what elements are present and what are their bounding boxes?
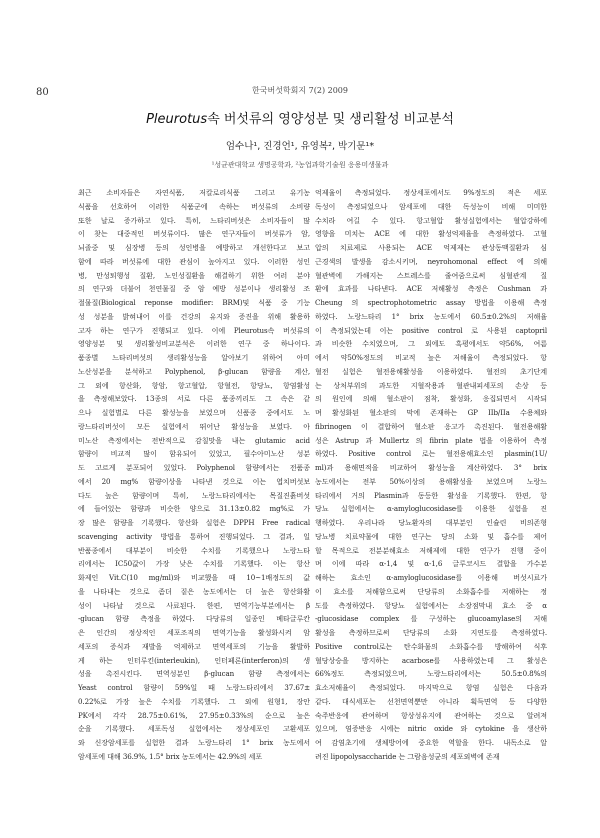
text-line: Yeast control 함량이 59%일 때 노랑느타리에서 37.67± [78, 683, 310, 692]
text-line: 영양성분 및 생리활성비교분석은 이러한 연구 중 하나이다. [78, 339, 310, 349]
text-line: 암세포에 대해 36.9%, 1.5° brix 농도에서는 42.9%의 세포 [78, 751, 263, 761]
text-line: 도를 측정하였다. 항당뇨 실험에서는 소장점막내 효소 중 α [315, 600, 547, 610]
text-line: Positive control로는 탄수화물의 소화흡수를 방해하여 식후 [315, 641, 547, 651]
text-line: 병, 만성퇴행성 질환, 노인성질환을 해결하기 위한 여러 분야 [78, 270, 310, 280]
text-line: 성은 Astrup 과 Mullertz 의 fibrin plate 법을 이용하여 측정 [315, 435, 547, 445]
text-line: 이 효소를 저해함으로써 단당류의 소화흡수를 저해하는 정 [315, 586, 547, 596]
text-line: 는 상처부위의 과도한 지혈작용과 혈관내피세포의 손상 등 [315, 380, 547, 390]
text-line: 순을 기록했다. 세포독성 실험에서는 정상세포인 고환세포 [78, 724, 310, 734]
text-line: 세포의 증식과 재발을 억제하고 면역세포의 기능을 활발하 [78, 641, 310, 651]
text-line: 게 하는 인터루킨(interleukin), 인터페론(interferon)의 생 [78, 655, 310, 665]
text-line: 함량이 비교적 많이 함유되어 있었고, 필수아미노산 성분 [78, 449, 310, 459]
text-line: ml)과 용해면적을 비교하여 활성능을 계산하였다. 3° brix [315, 463, 547, 472]
text-line: 66%정도 측정되었으며, 노랑느타리에서는 50.5±0.8%의 [315, 669, 547, 679]
text-line: 당뇨 실험에서는 α-amyloglucosidase를 이용한 실험을 진 [315, 504, 547, 514]
text-line: 혈당상승을 방지하는 acarbose를 사용하였는데 그 활성은 [315, 655, 547, 665]
text-line: fibrinogen 이 결합하여 혈소판 응고가 촉진된다. 혈전용해활 [315, 421, 547, 431]
text-line: 숙주반응에 관여하며 항상성유지에 관여하는 것으로 알려져 [315, 710, 547, 720]
text-line: 반품종에서 대부분이 비슷한 수치를 기록했으나 노랑느타 [78, 545, 310, 555]
text-line: 와 신장암세포를 실험한 결과 노랑느타리 1° brix 농도에서 [78, 738, 310, 747]
text-line: 고자 하는 연구가 진행되고 있다. 이에 Pleurotus속 버섯류의 [78, 325, 310, 335]
text-line: 으나 실험별로 다른 활성능을 보였으며 신품종 중에서도 노 [78, 408, 310, 417]
text-line: 의 원인에 의해 혈소판이 점착, 활성화, 응집되면서 시작되 [315, 394, 547, 404]
text-line: 다도 높은 함량이며 특히, 노랑느타리에서는 목질진흙버섯 [78, 490, 310, 500]
article-title [0, 108, 600, 127]
title-genus: Pleurotus [146, 112, 208, 127]
text-line: 농도에서는 전부 50%이상의 용해활성을 보였으며 노랑느 [315, 476, 547, 486]
text-line: 성 성분을 밝혀내어 이를 건강의 유지와 증진을 위해 활용하 [78, 311, 310, 321]
text-line: 혈관벽에 가해지는 스트레스를 줄여줌으로써 심혈관계 질 [315, 270, 547, 280]
text-line: 노산성분을 분석하고 Polyphenol, β-glucan 함량을 계산, [78, 366, 310, 376]
text-line: 있으며, 염증반응 시에는 nitric oxide 와 cytokine 을 생산하 [315, 724, 547, 734]
text-line: 을 측정해보았다. 13종의 서로 다른 품종끼리도 그 속은 같 [78, 394, 310, 404]
text-line: 며 활성화된 혈소판의 막에 존재하는 GP IIb/IIa 수용체와 [315, 408, 547, 417]
text-line: 리에서는 IC50값이 가장 낮은 수치를 기록했다. 이는 항산 [78, 559, 310, 569]
text-line: 식품을 선호하여 이러한 식품군에 속하는 버섯류의 소비량 [78, 201, 310, 211]
text-line: 함에 따라 버섯류에 대한 관심이 높아지고 있다. 이러한 성인 [78, 256, 310, 266]
text-line: 을 나타내는 것으로 좀더 짙은 농도에서는 더 높은 항산화활 [78, 586, 310, 596]
journal-header: 한국버섯학회지 7(2) 2009 [252, 86, 348, 95]
text-line: -glucan 함량 측정을 하였다. 다당류의 일종인 베타글루칸 [78, 614, 310, 624]
text-line: 행하였다. 우리나라 당뇨환자의 대부분인 인슐린 비의존형 [315, 518, 547, 527]
text-line: 의 연구와 더불어 천연물질 중 암 예방 성분이나 생리활성 조 [78, 284, 310, 294]
text-line: 또한 날로 증가하고 있다. 특히, 느타리버섯은 소비자들이 많 [78, 215, 310, 225]
text-line: 화제인 Vit.C(10 mg/ml)와 비교했을 때 10~1배정도의 값 [78, 573, 310, 582]
text-line: 해하는 효소인 α-amyloglucosidase를 이용해 버섯시료가 [315, 573, 547, 582]
text-line: Cheung 의 spectrophotometric assay 방법을 이용해 측정 [315, 298, 547, 307]
text-line: 여 감염초기에 생체방어에 중요한 역할을 한다. 내독소로 알 [315, 738, 547, 747]
authors: 엄수나¹, 진경언¹, 유영복², 박기문¹* [225, 141, 375, 152]
text-line: 은 인간의 정상적인 세포조직의 면역기능을 활성화시켜 암 [78, 628, 310, 637]
text-line: 당뇨병 치료약물에 대한 연구는 당의 소화 및 흡수를 제어 [315, 531, 547, 541]
text-line: scavenging activity 방법을 통하여 진행되었다. 그 결과, 일 [78, 531, 310, 541]
text-line: 할 목적으로 전분분해효소 저해제에 대한 연구가 진행 중이 [315, 545, 547, 555]
text-line: 압의 치료제로 사용되는 ACE 억제제는 관상동맥질환과 심 [315, 243, 547, 252]
text-line: 이 측정되었는데 이는 positive control 로 사용된 captopril [315, 325, 547, 335]
right-column [315, 186, 547, 764]
text-line: 억제율이 측정되었다. 정상세포에서도 9%정도의 적은 세포 [315, 188, 547, 197]
text-line: 하였다. 노랑느타리 1° brix 농도에서 60.5±0.2%의 저해율 [315, 311, 547, 321]
text-line: 과 비슷한 수치였으며, 그 외에도 흑평에서도 약56%, 여름 [315, 339, 547, 349]
left-column [78, 186, 310, 764]
page-number: 80 [36, 87, 49, 98]
text-line: 최근 소비자들은 자연식품, 저칼로리식품 그리고 유기농 [78, 188, 310, 197]
text-line: 미노산 측정에서는 전반적으로 감칠맛을 내는 glutamic acid [78, 435, 310, 445]
text-line: 랑느타리버섯이 모든 실험에서 뛰어난 활성능을 보였다. 아 [78, 421, 310, 431]
text-line: 그 외에 항산화, 항암, 항고혈압, 항혈전, 항당뇨, 항염활성 [78, 380, 310, 390]
affiliations: ¹성균관대학교 생명공학과, ²농업과학기술원 응용미생물과 [211, 161, 389, 169]
text-line: 며 이에 따라 α-1,4 및 α-1,6 글루코시드 결합을 가수분 [315, 559, 547, 569]
text-line: 에서 20 mg% 함량이상을 나타낸 것으로 이는 엽치버섯보 [78, 476, 310, 486]
text-line: 성을 촉진시킨다. 면역성분인 β-glucan 함량 측정에서는 [78, 669, 310, 679]
text-line: 려진 lipopolysaccharide 는 그람음성균의 세포외벽에 존재 [315, 751, 500, 761]
text-line: 성이 나타날 것으로 사료된다. 한편, 면역기능부분에서는 β [78, 600, 310, 610]
text-line: -glucosidase complex 를 구성하는 glucoamylase의 저해 [315, 614, 547, 624]
text-line: PK에서 각각 28.75±0.61%, 27.95±0.33%의 순으로 높은 [78, 710, 310, 720]
text-line: 혈전 실험은 혈전용해활성을 이용하였다. 혈전의 초기단계 [315, 366, 547, 376]
text-line: 근경색의 발생을 감소시키며, neyrohomonal effect 에 의해 [315, 256, 547, 266]
text-line: 도 고르게 분포되어 있었다. Polyphenol 함량에서는 전품종 [78, 463, 310, 472]
text-line: 환에 효과를 나타낸다. ACE 저해활성 측정은 Cushman 과 [315, 284, 547, 294]
text-line: 활성을 측정하므로써 단당류의 소화 지연도를 측정하였다. [315, 628, 547, 637]
text-line: 수치라 여길 수 있다. 항고혈압 활성실험에서는 혈압강하에 [315, 215, 547, 225]
text-line: 이 찾는 대중적인 버섯류이다. 많은 연구자들이 버섯류가 암, [78, 229, 310, 239]
text-line: 품종별 느타리버섯의 생리활성능을 알아보기 위하여 아미 [78, 353, 310, 362]
text-line: 에 들어있는 함량과 비슷한 양으로 31.13±0.82 mg%로 가 [78, 504, 310, 514]
text-line: 절물질(Biological reponse modifier: BRM)및 식품 중 기능 [78, 298, 310, 307]
text-line: 0.22%로 가장 높은 수치를 기록했다. 그 외에 원형1, 장안 [78, 696, 310, 706]
text-line: 같다. 대식세포는 선천면역뿐만 아니라 획득면역 등 다양한 [315, 696, 547, 706]
text-line: 에서 약50%정도의 비교적 높은 저해율이 측정되었다. 항 [315, 353, 547, 362]
text-line: 효소저해율이 측정되었다. 마지막으로 항염 실험은 다음과 [315, 683, 547, 692]
title-rest: 속 버섯류의 영양성분 및 생리활성 비교분석 [207, 112, 454, 127]
text-line: 독성이 측정되었으나 암세포에 대한 독성능이 비해 미미한 [315, 201, 547, 211]
text-line: 타리에서 거의 Plasmin과 동등한 활성을 기록했다. 한편, 항 [315, 490, 547, 500]
text-line: 영향을 미치는 ACE 에 대한 활성억제율을 측정하였다. 고혈 [315, 229, 547, 239]
text-line: 뇌졸중 및 심장병 등의 성인병을 예방하고 개선한다고 보고 [78, 243, 310, 252]
text-line: 하였다. Positive control 로는 혈전용해효소인 plasmin(1U/ [315, 449, 547, 459]
text-line: 장 많은 함량을 기록했다. 항산화 실험은 DPPH Free radical [78, 518, 310, 527]
